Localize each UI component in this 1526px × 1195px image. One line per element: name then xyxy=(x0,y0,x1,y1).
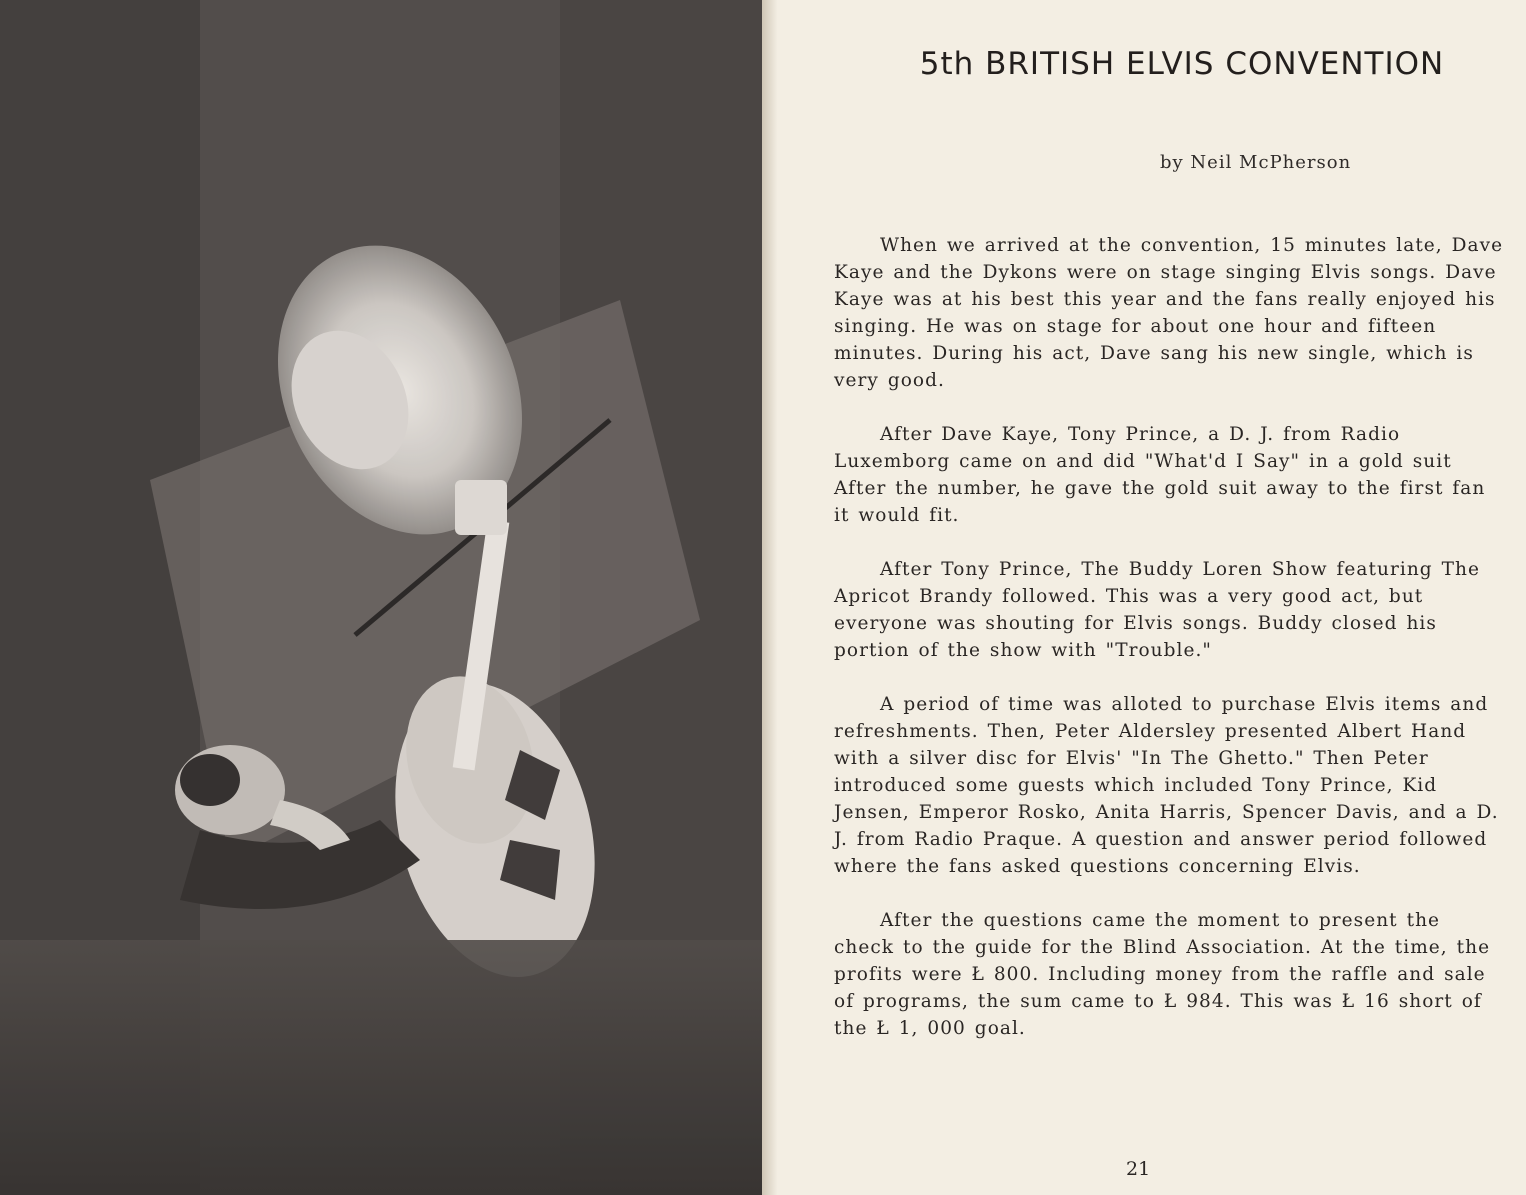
article-byline: by Neil McPherson xyxy=(1160,152,1352,173)
article-paragraph: A period of time was alloted to purchase Elvis items and refreshments. Then, Peter Aldersley presented Albert Hand with a silver disc for Elvis' "In The Ghetto." Then Peter introduced some guests which included Tony Prince, Kid Jensen, Emperor Rosko, Anita Harris, Spencer Davis, and a D. J. from Radio Praque. A question and answer period followed where the fans asked questions concerning Elvis. xyxy=(834,694,1499,877)
article-title: 5th BRITISH ELVIS CONVENTION xyxy=(919,46,1445,82)
article-paragraph: When we arrived at the convention, 15 minutes late, Dave Kaye and the Dykons were on stage singing Elvis songs. Dave Kaye was at his best this year and the fans really enjoyed his singing. He was on stage for about one hour and fifteen minutes. During his act, Dave sang his new single, which is very good. xyxy=(834,235,1504,391)
performer-with-guitar-photo-icon xyxy=(0,0,762,1195)
article-paragraph: After the questions came the moment to present the check to the guide for the Blind Association. At the time, the profits were Ł 800. Including money from the raffle and sale of programs, the sum came to Ł 984. This was Ł 16 short of the Ł 1, 000 goal. xyxy=(834,910,1491,1039)
article-body xyxy=(834,232,1506,1069)
article-paragraph: After Dave Kaye, Tony Prince, a D. J. from Radio Luxemborg came on and did "What'd I Say" in a gold suit After the number, he gave the gold suit away to the first fan it would fit. xyxy=(834,424,1486,526)
article-paragraph: After Tony Prince, The Buddy Loren Show featuring The Apricot Brandy followed. This was a very good act, but everyone was shouting for Elvis songs. Buddy closed his portion of the show with "Trouble." xyxy=(834,559,1480,661)
page-number: 21 xyxy=(1126,1158,1151,1180)
article-page xyxy=(778,0,1526,1195)
page-gutter xyxy=(762,0,778,1195)
photo-page xyxy=(0,0,762,1195)
